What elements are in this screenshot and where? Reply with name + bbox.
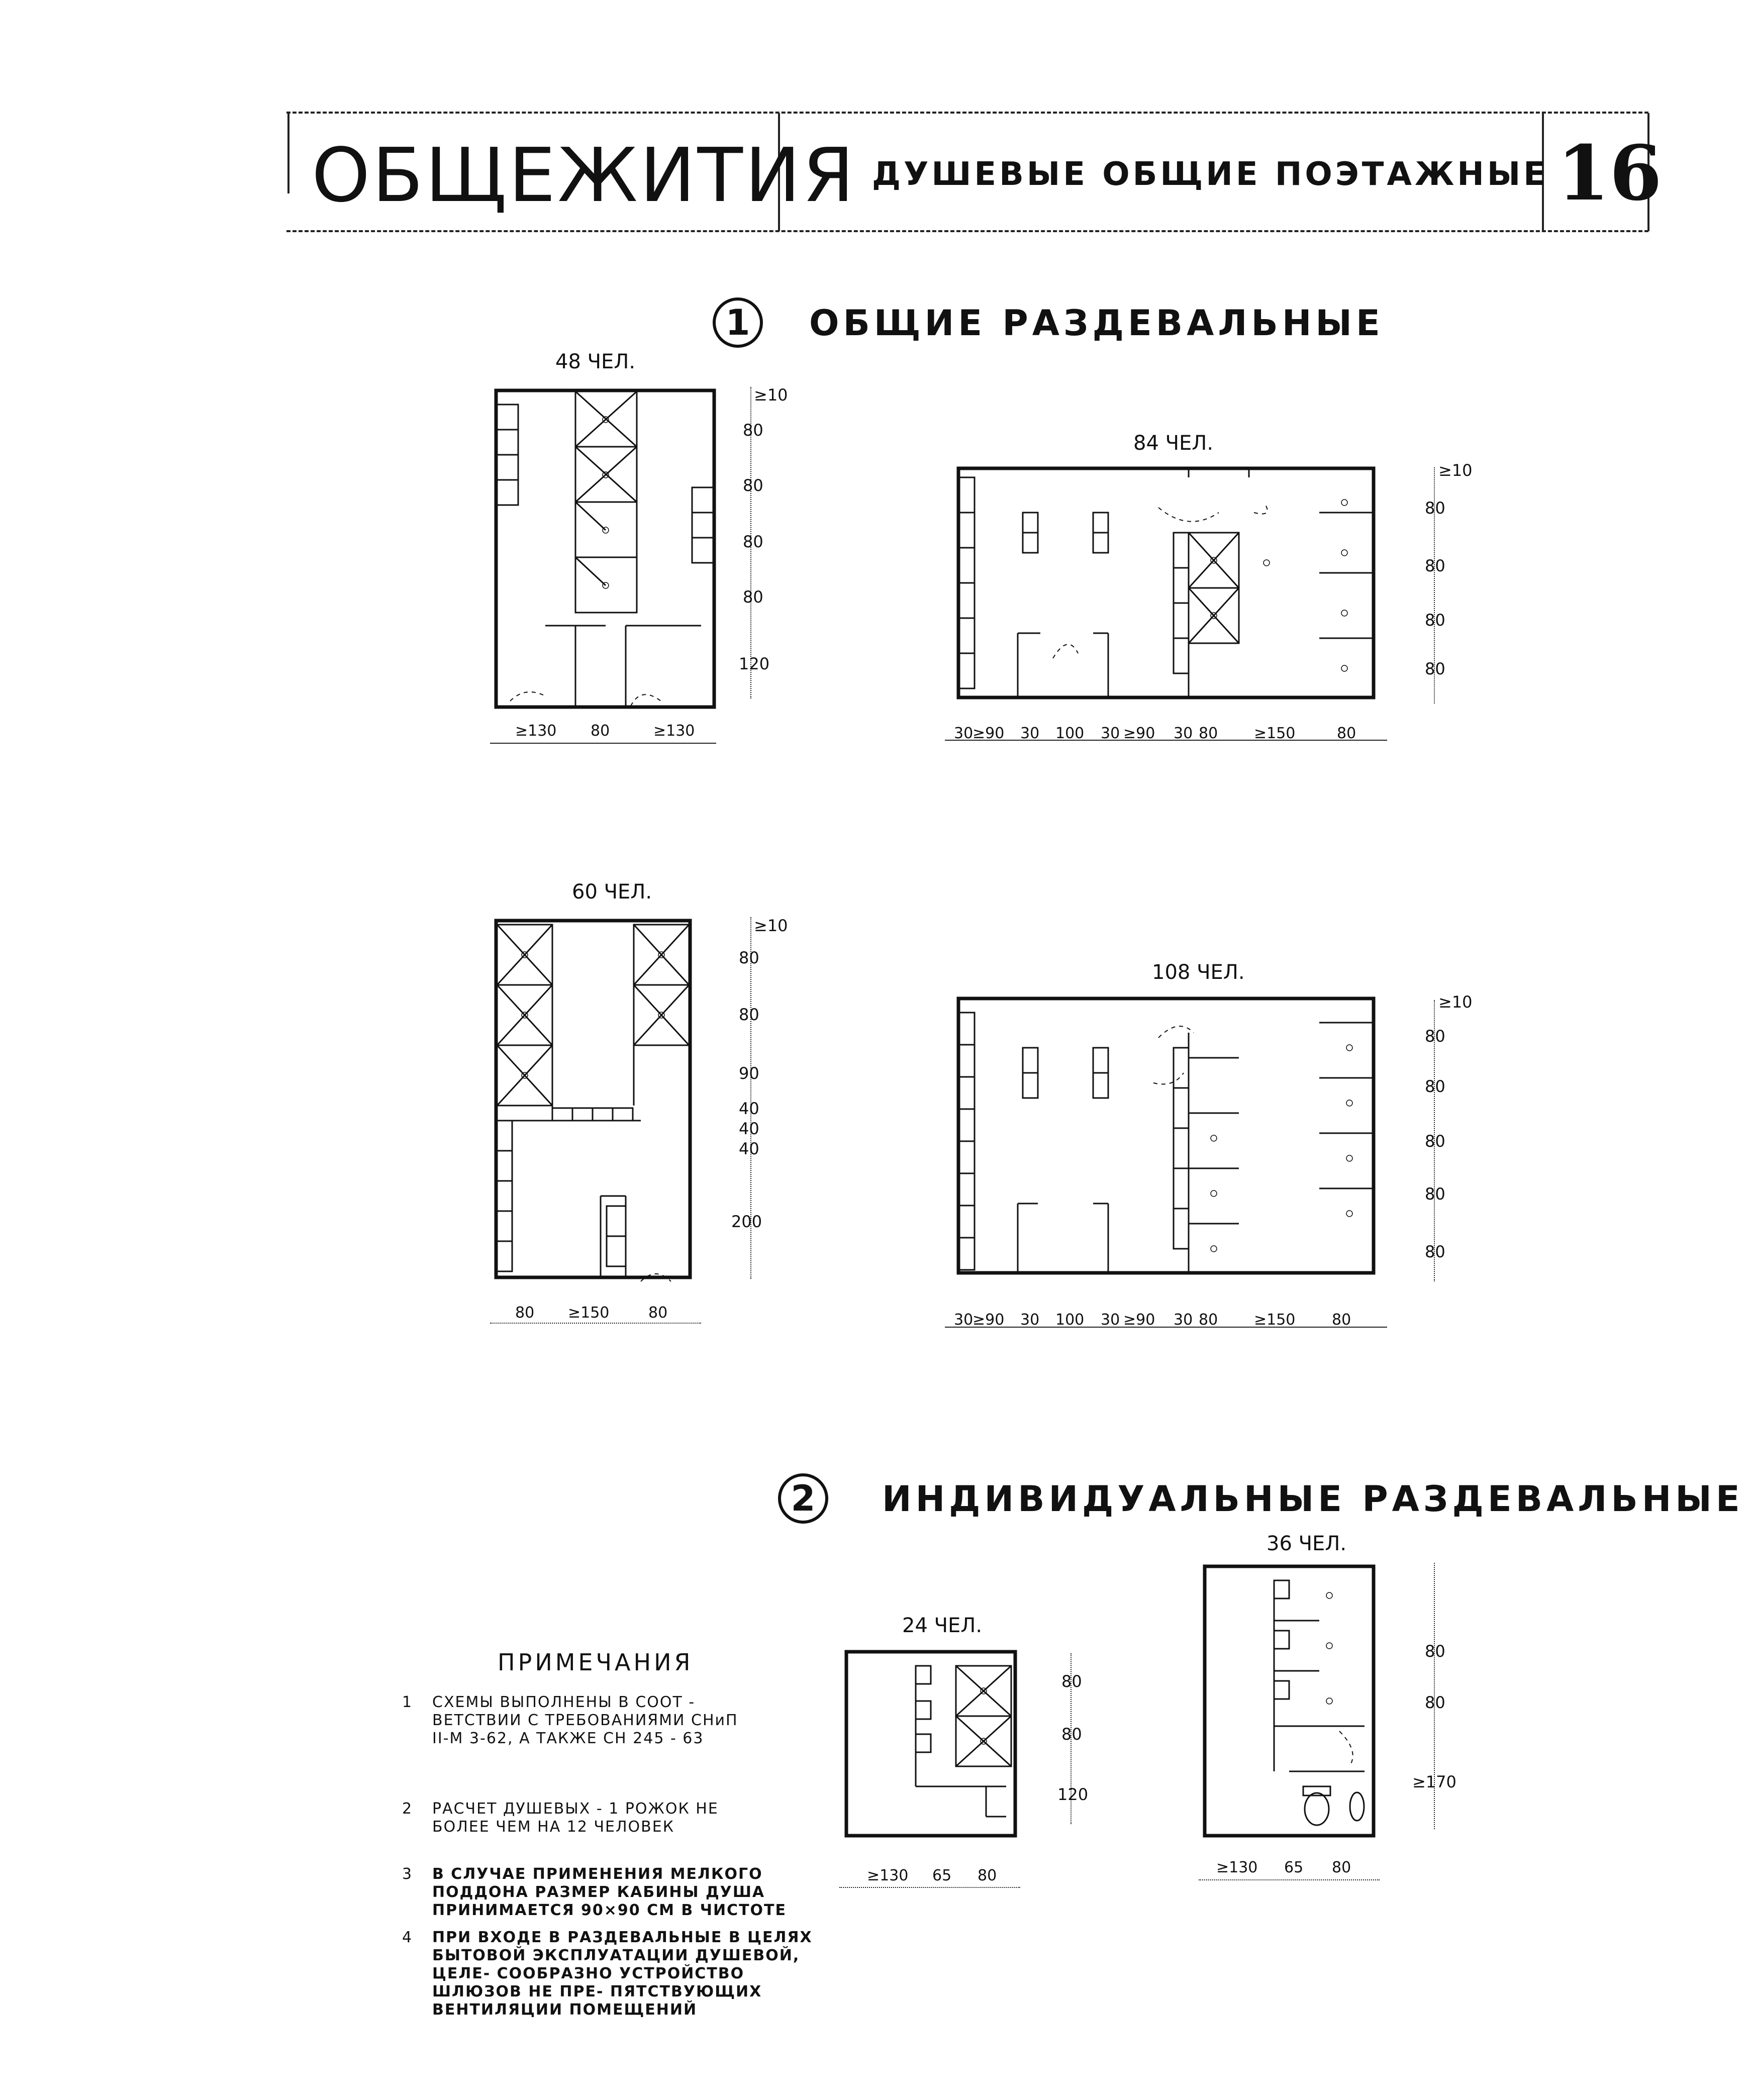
dimension-label: ≥130 — [653, 722, 695, 740]
floor-plan-drawing — [952, 992, 1380, 1284]
dimension-label: ≥170 — [1412, 1772, 1456, 1791]
section-number-badge: 1 — [713, 297, 763, 348]
dimension-label: 80 — [1425, 1184, 1445, 1204]
floor-plan-drawing — [490, 384, 721, 726]
plan-caption: 36 ЧЕЛ. — [1267, 1532, 1347, 1555]
dimension-label: ≥90 — [1123, 1311, 1155, 1329]
floor-plan-drawing — [840, 1646, 1021, 1842]
dimension-label: ≥90 — [1123, 725, 1155, 742]
dimension-label: 200 — [731, 1212, 762, 1231]
dimension-label: 30 — [1174, 725, 1193, 742]
plan-caption: 48 ЧЕЛ. — [555, 350, 636, 373]
dimension-label: 80 — [739, 948, 759, 967]
dimension-label: 40 — [739, 1139, 759, 1158]
header-title: ОБЩЕЖИТИЯ — [312, 132, 856, 219]
dimension-line — [490, 1323, 701, 1324]
header-bottom-rule — [286, 230, 1648, 232]
note-number: 2 — [402, 1800, 412, 1818]
dimension-label: 80 — [743, 532, 763, 551]
dimension-label: ≥130 — [515, 722, 557, 740]
dimension-label: 80 — [1425, 1242, 1445, 1261]
dimension-label: 80 — [1199, 1311, 1218, 1329]
note-text: СХЕМЫ ВЫПОЛНЕНЫ В СООТ - ВЕТСТВИИ С ТРЕБОВАНИЯМИ СНиП II-М 3-62, А ТАКЖЕ СН 245 - 63 — [432, 1693, 738, 1747]
dimension-label: 80 — [1425, 659, 1445, 678]
dimension-label: 80 — [1425, 611, 1445, 630]
header-subtitle: ДУШЕВЫЕ ОБЩИЕ ПОЭТАЖНЫЕ — [872, 156, 1548, 193]
plan-caption: 24 ЧЕЛ. — [902, 1614, 983, 1637]
dimension-label: 30 — [1020, 1311, 1040, 1329]
dimension-label: 120 — [739, 654, 770, 673]
floor-plan-drawing — [1199, 1560, 1380, 1842]
floor-plan-drawing — [490, 915, 701, 1296]
dimension-label: ≥90 — [973, 725, 1005, 742]
dimension-label: 30 — [1020, 725, 1040, 742]
dimension-label: ≥150 — [568, 1304, 610, 1322]
dimension-label: 65 — [1284, 1859, 1304, 1876]
dimension-line — [490, 743, 716, 744]
dimension-label: 40 — [739, 1099, 759, 1118]
dimension-label: 30 — [954, 725, 974, 742]
dimension-line — [945, 1327, 1387, 1328]
dimension-label: 80 — [1425, 1693, 1445, 1712]
section-title: ОБЩИЕ РАЗДЕВАЛЬНЫЕ — [809, 303, 1384, 344]
page-number: 16 — [1557, 129, 1662, 218]
dimension-label: 80 — [1425, 498, 1445, 518]
dimension-label: ≥10 — [754, 385, 788, 405]
section-number-badge: 2 — [778, 1473, 828, 1524]
note-number: 3 — [402, 1865, 412, 1883]
note-number: 4 — [402, 1929, 412, 1946]
plan-caption: 84 ЧЕЛ. — [1133, 432, 1214, 455]
dimension-label: 80 — [1061, 1672, 1082, 1691]
dimension-line — [945, 740, 1387, 741]
dimension-label: 100 — [1055, 725, 1085, 742]
dimension-label: 90 — [739, 1064, 759, 1083]
dimension-line — [839, 1887, 1020, 1888]
dimension-label: 80 — [1061, 1725, 1082, 1744]
dimension-label: 80 — [648, 1304, 668, 1322]
dimension-label: ≥90 — [973, 1311, 1005, 1329]
notes-title: ПРИМЕЧАНИЯ — [498, 1649, 694, 1676]
dimension-label: 80 — [515, 1304, 535, 1322]
header-top-rule — [286, 112, 1648, 114]
dimension-line — [1199, 1879, 1380, 1880]
dimension-label: 80 — [743, 421, 763, 440]
dimension-label: 80 — [1337, 725, 1356, 742]
dimension-label: ≥130 — [1216, 1859, 1258, 1876]
plan-caption: 60 ЧЕЛ. — [572, 880, 652, 904]
dimension-label: 65 — [932, 1867, 952, 1884]
dimension-label: 40 — [739, 1119, 759, 1138]
note-number: 1 — [402, 1693, 412, 1711]
note-text: РАСЧЕТ ДУШЕВЫХ - 1 РОЖОК НЕ БОЛЕЕ ЧЕМ НА 12 ЧЕЛОВЕК — [432, 1800, 719, 1836]
dimension-label: 80 — [1425, 1642, 1445, 1661]
dimension-label: 30 — [954, 1311, 974, 1329]
dimension-label: ≥10 — [754, 916, 788, 935]
dimension-label: 80 — [1199, 725, 1218, 742]
floor-plan-drawing — [952, 462, 1380, 714]
dimension-label: ≥150 — [1254, 725, 1296, 742]
plan-caption: 108 ЧЕЛ. — [1152, 961, 1245, 984]
dimension-label: 80 — [1425, 1132, 1445, 1151]
dimension-label: 120 — [1057, 1785, 1089, 1804]
dimension-label: 30 — [1174, 1311, 1193, 1329]
dimension-label: 80 — [739, 1005, 759, 1024]
dimension-label: 80 — [743, 476, 763, 495]
header-divider — [287, 113, 289, 193]
dimension-label: ≥10 — [1438, 992, 1473, 1012]
dimension-label: ≥130 — [867, 1867, 909, 1884]
dimension-label: 100 — [1055, 1311, 1085, 1329]
note-text: В СЛУЧАЕ ПРИМЕНЕНИЯ МЕЛКОГО ПОДДОНА РАЗМЕР КАБИНЫ ДУША ПРИНИМАЕТСЯ 90×90 СМ В ЧИСТОТЕ — [432, 1865, 787, 1919]
note-text: ПРИ ВХОДЕ В РАЗДЕВАЛЬНЫЕ В ЦЕЛЯХ БЫТОВОЙ ЭКСПЛУАТАЦИИ ДУШЕВОЙ, ЦЕЛЕ- СООБРАЗНО УСТРОЙСТВО ШЛЮЗОВ НЕ ПРЕ- ПЯТСТВУЮЩИХ ВЕНТИЛЯЦИИ ПОМЕЩЕНИЙ — [432, 1929, 813, 2019]
dimension-label: ≥150 — [1254, 1311, 1296, 1329]
dimension-label: 80 — [1425, 556, 1445, 575]
dimension-label: 80 — [1425, 1027, 1445, 1046]
dimension-label: 80 — [1425, 1077, 1445, 1096]
dimension-label: 80 — [1332, 1311, 1351, 1329]
dimension-label: 30 — [1101, 725, 1120, 742]
dimension-label: ≥10 — [1438, 461, 1473, 480]
dimension-label: 80 — [978, 1867, 997, 1884]
dimension-label: 80 — [591, 722, 610, 740]
section-title: ИНДИВИДУАЛЬНЫЕ РАЗДЕВАЛЬНЫЕ — [882, 1478, 1744, 1520]
dimension-label: 80 — [1332, 1859, 1351, 1876]
dimension-label: 80 — [743, 587, 763, 607]
dimension-label: 30 — [1101, 1311, 1120, 1329]
